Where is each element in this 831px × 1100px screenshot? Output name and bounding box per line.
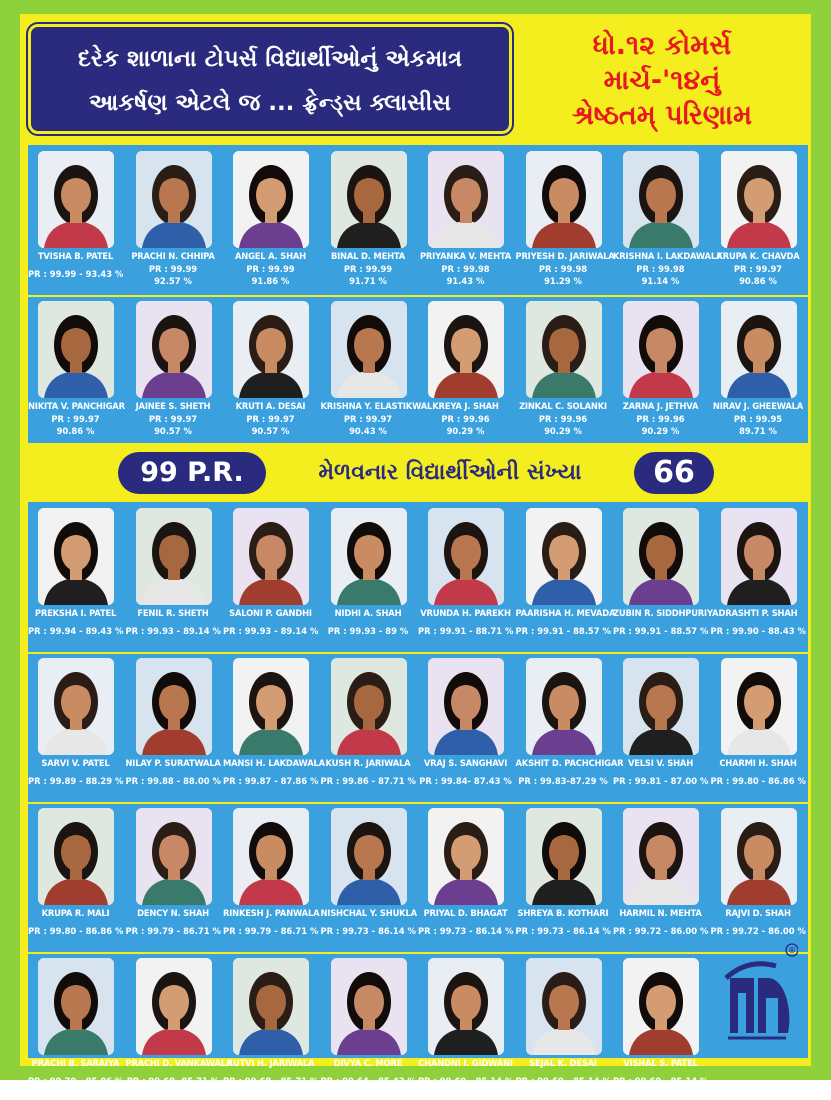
student-name: MANSI H. LAKDAWALA bbox=[223, 758, 325, 768]
student-score: PR : 99.90 - 88.43 % bbox=[710, 626, 806, 636]
student-photo bbox=[38, 808, 114, 905]
student-card bbox=[223, 147, 318, 293]
more-toppers-grid bbox=[28, 502, 808, 1086]
student-name: ZINKAL C. SOLANKI bbox=[519, 401, 607, 411]
student-percentage: 90.86 % bbox=[739, 276, 777, 286]
student-photo bbox=[233, 658, 309, 755]
student-card bbox=[126, 147, 221, 293]
result-title-line-1: ધો.૧૨ કોમર્સ bbox=[592, 30, 732, 61]
student-photo bbox=[331, 508, 407, 605]
student-name: SEJAL K. DESAI bbox=[529, 1058, 597, 1068]
student-photo bbox=[428, 151, 504, 248]
student-name: KRUPA R. MALI bbox=[41, 908, 110, 918]
student-photo bbox=[526, 658, 602, 755]
student-score: PR : 99.94 - 89.43 % bbox=[28, 626, 124, 636]
student-photo bbox=[233, 808, 309, 905]
student-card bbox=[711, 804, 806, 950]
pr-label-pill: 99 P.R. bbox=[118, 452, 266, 494]
student-score: PR : 99.60 - 85.14 % bbox=[613, 1076, 709, 1086]
student-score: PR : 99.91 - 88.57 % bbox=[515, 626, 611, 636]
student-photo bbox=[38, 658, 114, 755]
student-photo bbox=[331, 958, 407, 1055]
student-percentage: 90.29 % bbox=[641, 426, 680, 436]
student-photo bbox=[136, 151, 212, 248]
student-card bbox=[613, 504, 719, 650]
student-percentage: 90.43 % bbox=[349, 426, 387, 436]
student-name: DIVYA C. MORE bbox=[333, 1058, 403, 1068]
student-card bbox=[321, 654, 416, 800]
student-photo bbox=[428, 508, 504, 605]
student-photo bbox=[136, 808, 212, 905]
student-photo bbox=[526, 958, 602, 1055]
student-percentage: 90.57 % bbox=[251, 426, 290, 436]
student-score: PR : 99.99 bbox=[246, 264, 295, 274]
top-toppers-grid bbox=[28, 145, 808, 443]
student-score: PR : 99.93 - 89.14 % bbox=[125, 626, 221, 636]
student-percentage: 90.86 % bbox=[56, 426, 95, 436]
student-score: PR : 99.91 - 88.57 % bbox=[613, 626, 709, 636]
student-score: PR : 99.60 - 85.14 % bbox=[515, 1076, 611, 1086]
student-percentage: 92.57 % bbox=[154, 276, 192, 286]
student-name: SARVI V. PATEL bbox=[41, 758, 110, 768]
student-score: PR : 99.97 bbox=[733, 264, 783, 274]
student-photo bbox=[233, 508, 309, 605]
student-photo bbox=[428, 958, 504, 1055]
friends-classes-logo bbox=[718, 938, 798, 1048]
student-card bbox=[28, 147, 123, 293]
student-card bbox=[418, 504, 513, 650]
student-name: BINAL D. MEHTA bbox=[330, 251, 406, 261]
student-percentage: 90.29 % bbox=[544, 426, 582, 436]
student-score: PR : 99.98 bbox=[441, 264, 490, 274]
student-card bbox=[516, 954, 611, 1100]
student-photo bbox=[623, 658, 699, 755]
student-photo bbox=[526, 508, 602, 605]
student-photo bbox=[38, 301, 114, 398]
row-divider bbox=[28, 295, 808, 297]
row-divider bbox=[28, 802, 808, 804]
student-name: VISHAL S. PATEL bbox=[623, 1058, 698, 1068]
student-percentage: 91.71 % bbox=[349, 276, 387, 286]
student-name: CHARMI H. SHAH bbox=[719, 758, 797, 768]
student-score: PR : 99.98 bbox=[636, 264, 685, 274]
student-card bbox=[613, 297, 708, 443]
student-photo bbox=[721, 658, 797, 755]
student-card bbox=[126, 504, 221, 650]
student-name: KRUPA K. CHAVDA bbox=[716, 251, 800, 261]
student-photo bbox=[428, 808, 504, 905]
student-name: DRASHTI P. SHAH bbox=[718, 608, 798, 618]
student-card bbox=[126, 297, 221, 443]
student-score: PR : 99.64 - 85.43 % bbox=[320, 1076, 416, 1086]
student-score: PR : 99.81 - 87.00 % bbox=[613, 776, 709, 786]
student-name: KREYA J. SHAH bbox=[432, 401, 499, 411]
student-score: PR : 99.68- 85.71 % bbox=[126, 1076, 220, 1086]
student-card bbox=[418, 297, 513, 443]
student-photo bbox=[136, 658, 212, 755]
student-card bbox=[613, 804, 708, 950]
student-photo bbox=[38, 958, 114, 1055]
student-name: RAJVI D. SHAH bbox=[725, 908, 791, 918]
student-score: PR : 99.68 - 85.71 % bbox=[223, 1076, 319, 1086]
student-card bbox=[516, 297, 611, 443]
student-name: TVISHA B. PATEL bbox=[37, 251, 114, 261]
student-photo bbox=[331, 151, 407, 248]
student-card bbox=[321, 954, 416, 1100]
student-card bbox=[126, 654, 221, 800]
student-name: NISHCHAL Y. SHUKLA bbox=[320, 908, 417, 918]
headline-line-2: આકર્ષણ એટલે જ ... ફ્રેન્ડ્સ ક્લાસીસ bbox=[88, 90, 451, 116]
student-photo bbox=[721, 301, 797, 398]
student-score: PR : 99.73 - 86.14 % bbox=[418, 926, 514, 936]
student-photo bbox=[331, 301, 407, 398]
student-name: KUSH R. JARIWALA bbox=[325, 758, 411, 768]
student-photo bbox=[136, 508, 212, 605]
student-card bbox=[613, 654, 708, 800]
student-name: CHANDNI I. GIDWANI bbox=[418, 1058, 513, 1068]
student-percentage: 91.86 % bbox=[251, 276, 290, 286]
student-photo bbox=[233, 958, 309, 1055]
student-name: ANGEL A. SHAH bbox=[234, 251, 306, 261]
registered-mark: ® bbox=[788, 946, 796, 955]
student-card bbox=[223, 804, 318, 950]
student-score: PR : 99.79 - 86.71 % bbox=[125, 926, 221, 936]
student-card bbox=[515, 147, 615, 293]
student-score: PR : 99.95 bbox=[733, 414, 783, 424]
student-card bbox=[418, 654, 513, 800]
student-name: SHREYA B. KOTHARI bbox=[517, 908, 609, 918]
student-photo bbox=[623, 508, 699, 605]
student-card bbox=[321, 804, 416, 950]
student-photo bbox=[623, 151, 699, 248]
student-card bbox=[126, 804, 221, 950]
student-score: PR : 99.60 - 85.14 % bbox=[418, 1076, 514, 1086]
student-card bbox=[223, 504, 318, 650]
student-name: NIDHI A. SHAH bbox=[334, 608, 402, 618]
student-name: PRIYAL D. BHAGAT bbox=[423, 908, 508, 918]
student-name: RUTVI H. JARIWALA bbox=[226, 1058, 315, 1068]
student-card bbox=[28, 804, 123, 950]
student-card bbox=[28, 954, 123, 1100]
student-name: VRUNDA H. PAREKH bbox=[420, 608, 511, 618]
student-name: DENCY N. SHAH bbox=[137, 908, 209, 918]
student-photo bbox=[623, 958, 699, 1055]
student-name: PRACHI B. SARAIYA bbox=[31, 1058, 120, 1068]
student-photo bbox=[721, 508, 797, 605]
student-name: RINKESH J. PANWALA bbox=[223, 908, 320, 918]
student-name: FENIL R. SHETH bbox=[137, 608, 209, 618]
student-percentage: 89.71 % bbox=[739, 426, 777, 436]
student-card bbox=[418, 147, 513, 293]
student-card bbox=[223, 954, 318, 1100]
student-card bbox=[28, 654, 123, 800]
student-score: PR : 99.97 bbox=[51, 414, 100, 424]
student-name: ZARNA J. JETHVA bbox=[622, 401, 699, 411]
student-card bbox=[321, 147, 416, 293]
student-score: PR : 99.72 - 86.00 % bbox=[710, 926, 806, 936]
student-name: PREKSHA I. PATEL bbox=[34, 608, 117, 618]
student-score: PR : 99.79 - 86.71 % bbox=[223, 926, 319, 936]
student-card bbox=[515, 654, 624, 800]
student-score: PR : 99.83-87.29 % bbox=[518, 776, 608, 786]
student-card bbox=[711, 297, 806, 443]
student-score: PR : 99.80 - 86.86 % bbox=[28, 926, 124, 936]
row-divider bbox=[28, 952, 808, 954]
student-score: PR : 99.99 bbox=[148, 264, 198, 274]
student-score: PR : 99.97 bbox=[343, 414, 393, 424]
headline-line-1: દરેક શાળાના ટોપર્સ વિદ્યાર્થીઓનું એકમાત્ર bbox=[77, 46, 463, 72]
student-score: PR : 99.86 - 87.71 % bbox=[320, 776, 416, 786]
student-score: PR : 99.87 - 87.86 % bbox=[223, 776, 319, 786]
student-score: PR : 99.96 bbox=[636, 414, 685, 424]
result-title bbox=[518, 28, 806, 133]
student-score: PR : 99.96 bbox=[441, 414, 490, 424]
student-name: AKSHIT D. PACHCHIGAR bbox=[515, 758, 624, 768]
student-photo bbox=[721, 808, 797, 905]
student-score: PR : 99.73 - 86.14 % bbox=[320, 926, 416, 936]
student-photo bbox=[331, 808, 407, 905]
student-photo bbox=[526, 301, 602, 398]
student-name: NILAY P. SURATWALA bbox=[125, 758, 221, 768]
student-card bbox=[418, 804, 513, 950]
student-card bbox=[28, 504, 123, 650]
student-score: PR : 99.73 - 86.14 % bbox=[515, 926, 611, 936]
student-name: JAINEE S. SHETH bbox=[135, 401, 211, 411]
result-title-line-3: શ્રેષ્ઠતમ્ પરિણામ bbox=[571, 100, 753, 131]
student-photo bbox=[428, 658, 504, 755]
student-card bbox=[613, 954, 708, 1100]
student-photo bbox=[526, 808, 602, 905]
student-card bbox=[418, 954, 513, 1100]
student-card bbox=[223, 654, 325, 800]
pr-count-caption: મેળવનાર વિદ્યાર્થીઓની સંખ્યા bbox=[318, 460, 582, 485]
student-photo bbox=[623, 301, 699, 398]
student-card bbox=[125, 954, 233, 1100]
student-card bbox=[613, 147, 723, 293]
student-score: PR : 99.72 - 86.00 % bbox=[613, 926, 709, 936]
student-score: PR : 99.97 bbox=[148, 414, 198, 424]
student-percentage: 91.43 % bbox=[446, 276, 485, 286]
student-photo bbox=[233, 301, 309, 398]
student-photo bbox=[623, 808, 699, 905]
student-name: PRACHI N. CHHIPA bbox=[131, 251, 215, 261]
student-score: PR : 99.89 - 88.29 % bbox=[28, 776, 124, 786]
student-score: PR : 99.93 - 89 % bbox=[327, 626, 409, 636]
student-name: NIRAV J. GHEEWALA bbox=[712, 401, 804, 411]
student-card bbox=[223, 297, 318, 443]
student-name: VELSI V. SHAH bbox=[627, 758, 694, 768]
student-score: PR : 99.88 - 88.00 % bbox=[125, 776, 221, 786]
student-name: ZUBIN R. SIDDHPURIYA bbox=[613, 608, 719, 618]
student-card bbox=[711, 147, 806, 293]
student-percentage: 90.29 % bbox=[446, 426, 485, 436]
student-score: PR : 99.99 - 93.43 % bbox=[28, 269, 124, 279]
pr-count-pill: 66 bbox=[634, 452, 714, 494]
student-name: KRUTI A. DESAI bbox=[235, 401, 306, 411]
student-photo bbox=[136, 301, 212, 398]
headline-box bbox=[28, 24, 512, 134]
student-name: SALONI P. GANDHI bbox=[229, 608, 312, 618]
student-photo bbox=[526, 151, 602, 248]
student-card bbox=[515, 504, 616, 650]
student-card bbox=[711, 504, 806, 650]
student-card bbox=[320, 297, 433, 443]
student-score: PR : 99.99 bbox=[343, 264, 393, 274]
student-score: PR : 99.80 - 86.86 % bbox=[710, 776, 806, 786]
student-photo bbox=[136, 958, 212, 1055]
student-photo bbox=[38, 151, 114, 248]
student-score: PR : 99.84- 87.43 % bbox=[419, 776, 512, 786]
student-score: PR : 99.97 bbox=[246, 414, 295, 424]
student-name: NIKITA V. PANCHIGAR bbox=[28, 401, 125, 411]
student-photo bbox=[331, 658, 407, 755]
student-card bbox=[516, 804, 611, 950]
student-card bbox=[711, 654, 806, 800]
student-photo bbox=[721, 151, 797, 248]
student-name: VRAJ S. SANGHAVI bbox=[423, 758, 508, 768]
student-photo bbox=[428, 301, 504, 398]
student-name: KRISHNA Y. ELASTIKWAL bbox=[320, 401, 433, 411]
student-score: PR : 99.96 bbox=[538, 414, 588, 424]
student-percentage: 91.14 % bbox=[641, 276, 680, 286]
student-name: PRIYANKA V. MEHTA bbox=[419, 251, 512, 261]
student-card bbox=[28, 297, 123, 443]
student-percentage: 91.29 % bbox=[544, 276, 582, 286]
result-title-line-2: માર્ચ-'૧૪નું bbox=[603, 65, 721, 96]
student-score: PR : 99.70 - 85.86 % bbox=[28, 1076, 124, 1086]
student-photo bbox=[38, 508, 114, 605]
student-name: PAARISHA H. MEVADA bbox=[515, 608, 616, 618]
student-photo bbox=[233, 151, 309, 248]
student-score: PR : 99.98 bbox=[538, 264, 588, 274]
student-card bbox=[321, 504, 416, 650]
student-percentage: 90.57 % bbox=[154, 426, 192, 436]
student-score: PR : 99.93 - 89.14 % bbox=[223, 626, 319, 636]
student-name: KRISHNA I. LAKDAWALA bbox=[613, 251, 723, 261]
student-name: PRIYESH D. JARIWALA bbox=[515, 251, 615, 261]
student-name: PRACHI D. VANKAWALA bbox=[125, 1058, 233, 1068]
row-divider bbox=[28, 652, 808, 654]
student-score: PR : 99.91 - 88.71 % bbox=[418, 626, 514, 636]
student-name: HARMIL N. MEHTA bbox=[619, 908, 702, 918]
